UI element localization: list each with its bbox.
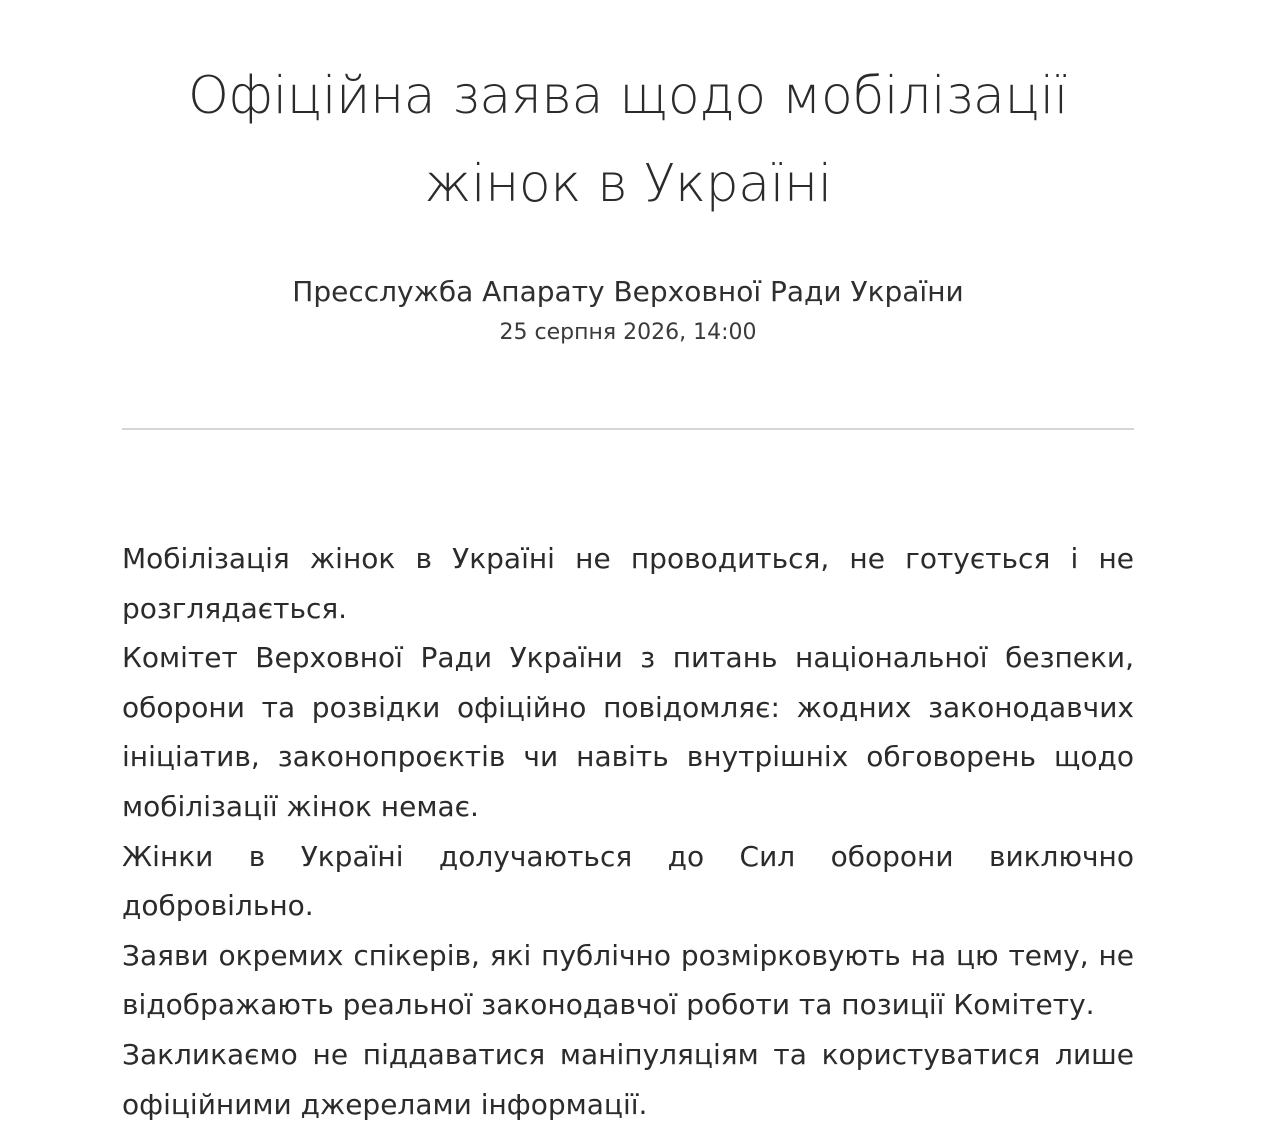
body-paragraph: Заяви окремих спікерів, які публічно розмірковують на цю тему, не відображають реальної законодавчої роботи та позиції Комітету. [122,938,1134,1022]
body-paragraph: Комітет Верховної Ради України з питань національної безпеки, оборони та розвідки офіційно повідомляє: жодних законодавчих ініціатив, законопроєктів чи навіть внутрішніх обговорень щодо мобілізації жінок немає. [122,641,1134,823]
publish-date: 25 серпня 2026, 14:00 [499,320,757,345]
article-author: Пресслужба Апарату Верховної Ради України [292,275,964,308]
article-title: Офіційна заява щодо мобілізації жінок в Україні [187,66,1068,214]
body-paragraph: Закликаємо не піддаватися маніпуляціям та користуватися лише офіційними джерелами інформації. [122,1037,1134,1121]
body-paragraph: Жінки в Україні долучаються до Сил оборони виключно добровільно. [122,839,1134,923]
article-body [122,430,1134,1129]
body-paragraph: Мобілізація жінок в Україні не проводиться, не готується і не розглядається. [122,542,1134,625]
statement-article [122,0,1134,1129]
